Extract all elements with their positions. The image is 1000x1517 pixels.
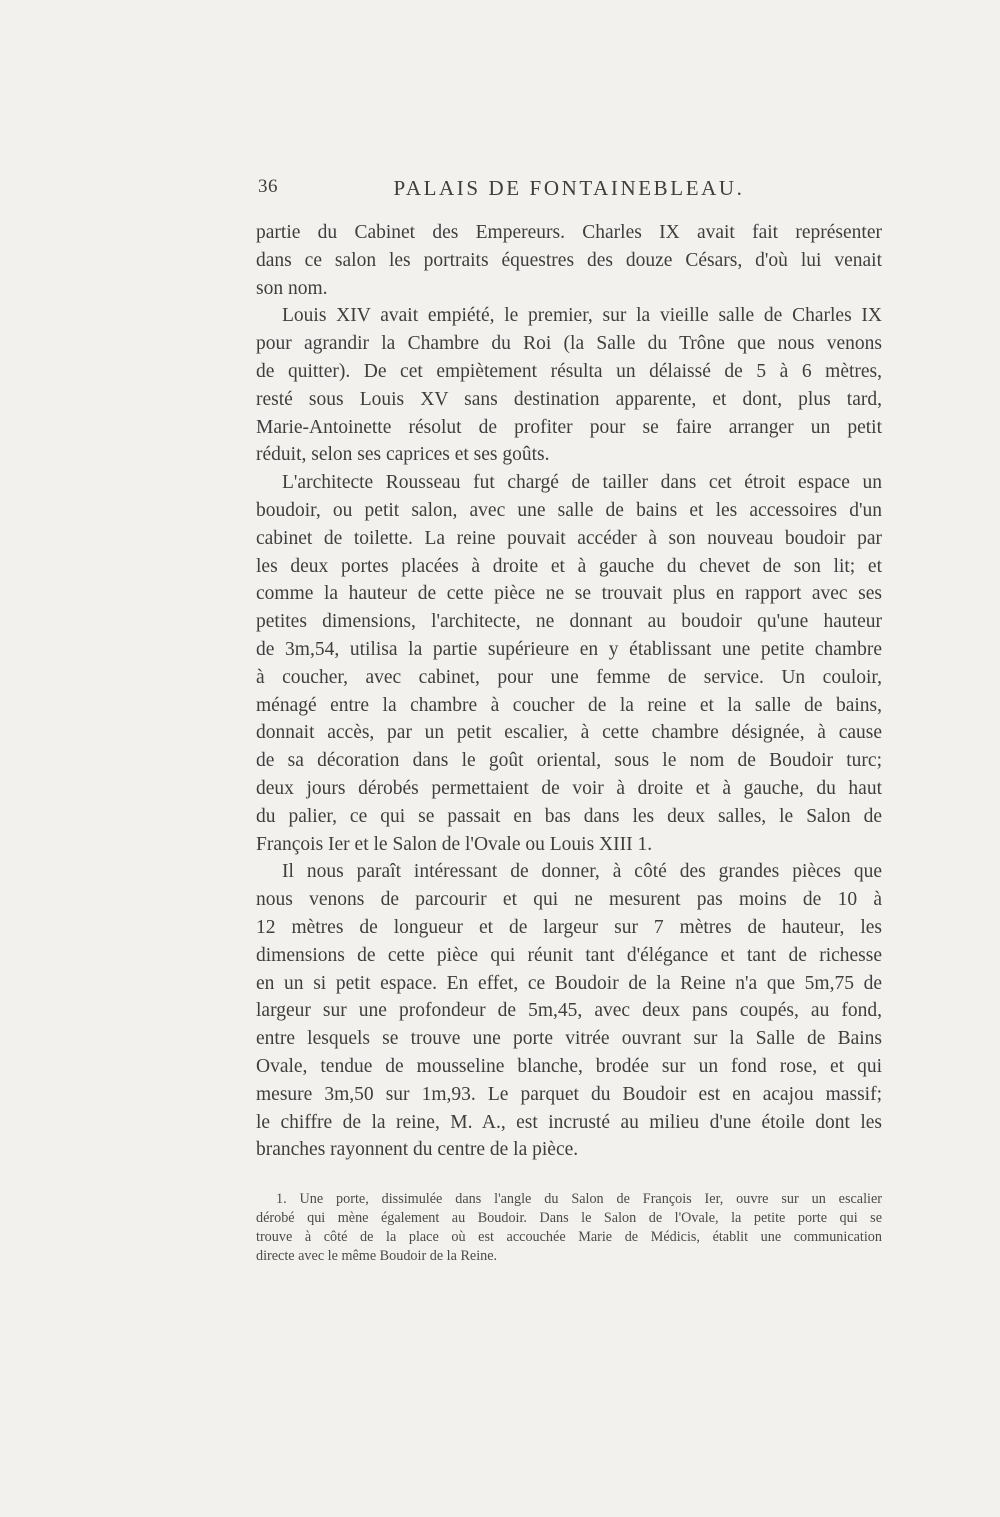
text-line: nous venons de parcourir et qui ne mesurent pas moins de 10 à — [256, 889, 882, 911]
text-line: dimensions de cette pièce qui réunit tant d'élégance et tant de richesse — [256, 944, 882, 966]
text-line: comme la hauteur de cette pièce ne se trouvait plus en rapport avec ses — [256, 583, 882, 605]
text-line: entre lesquels se trouve une porte vitrée ouvrant sur la Salle de Bains — [256, 1028, 882, 1050]
text-line: petites dimensions, l'architecte, ne donnant au boudoir qu'une hauteur — [256, 611, 882, 633]
footnote-line: trouve à côté de la place où est accouchée Marie de Médicis, établit une communication — [256, 1229, 882, 1245]
text-line: mesure 3m,50 sur 1m,93. Le parquet du Boudoir est en acajou massif; — [256, 1083, 882, 1105]
text-line: boudoir, ou petit salon, avec une salle de bains et les accessoires d'un — [256, 499, 882, 521]
footnote-line: 1. Une porte, dissimulée dans l'angle du Salon de François Ier, ouvre sur un escalier — [276, 1191, 882, 1207]
text-line: le chiffre de la reine, M. A., est incrusté au milieu d'une étoile dont les — [256, 1111, 882, 1133]
text-line: de quitter). De cet empiètement résulta un délaissé de 5 à 6 mètres, — [256, 360, 882, 382]
text-line: ménagé entre la chambre à coucher de la reine et la salle de bains, — [256, 694, 882, 716]
text-line: Il nous paraît intéressant de donner, à côté des grandes pièces que — [282, 861, 882, 883]
text-line: resté sous Louis XV sans destination apparente, et dont, plus tard, — [256, 388, 882, 410]
text-line: L'architecte Rousseau fut chargé de tailler dans cet étroit espace un — [282, 472, 882, 494]
text-line: à coucher, avec cabinet, pour une femme de service. Un couloir, — [256, 666, 882, 688]
text-line: les deux portes placées à droite et à gauche du chevet de son lit; et — [256, 555, 882, 577]
footnote-line: dérobé qui mène également au Boudoir. Dans le Salon de l'Ovale, la petite porte qui se — [256, 1210, 882, 1226]
footnote-line: directe avec le même Boudoir de la Reine. — [256, 1248, 498, 1264]
text-line: Ovale, tendue de mousseline blanche, brodée sur un fond rose, et qui — [256, 1055, 882, 1077]
text-line: son nom. — [256, 277, 328, 299]
page-header — [258, 176, 880, 206]
page-number: 36 — [258, 176, 278, 197]
body-text — [256, 219, 882, 1164]
text-line: deux jours dérobés permettaient de voir à droite et à gauche, du haut — [256, 777, 882, 799]
text-line: donnait accès, par un petit escalier, à cette chambre désignée, à cause — [256, 722, 882, 744]
text-line: réduit, selon ses caprices et ses goûts. — [256, 444, 550, 466]
text-line: branches rayonnent du centre de la pièce. — [256, 1139, 579, 1161]
footnote — [256, 1190, 882, 1266]
text-line: Louis XIV avait empiété, le premier, sur la vieille salle de Charles IX — [282, 305, 882, 327]
text-line: largeur sur une profondeur de 5m,45, avec deux pans coupés, au fond, — [256, 1000, 882, 1022]
text-line: 12 mètres de longueur et de largeur sur 7 mètres de hauteur, les — [256, 916, 882, 938]
text-line: pour agrandir la Chambre du Roi (la Salle du Trône que nous venons — [256, 333, 882, 355]
text-line: cabinet de toilette. La reine pouvait accéder à son nouveau boudoir par — [256, 527, 882, 549]
text-line: du palier, ce qui se passait en bas dans les deux salles, le Salon de — [256, 805, 882, 827]
text-line: dans ce salon les portraits équestres des douze Césars, d'où lui venait — [256, 249, 882, 271]
text-line: de sa décoration dans le goût oriental, sous le nom de Boudoir turc; — [256, 750, 882, 772]
text-line: partie du Cabinet des Empereurs. Charles IX avait fait représenter — [256, 222, 882, 243]
text-line: Marie-Antoinette résolut de profiter pour se faire arranger un petit — [256, 416, 882, 438]
text-line: en un si petit espace. En effet, ce Boudoir de la Reine n'a que 5m,75 de — [256, 972, 882, 994]
text-line: François Ier et le Salon de l'Ovale ou Louis XIII 1. — [256, 833, 653, 855]
running-head: PALAIS DE FONTAINEBLEAU. — [393, 176, 745, 200]
text-line: de 3m,54, utilisa la partie supérieure en y établissant une petite chambre — [256, 638, 882, 660]
